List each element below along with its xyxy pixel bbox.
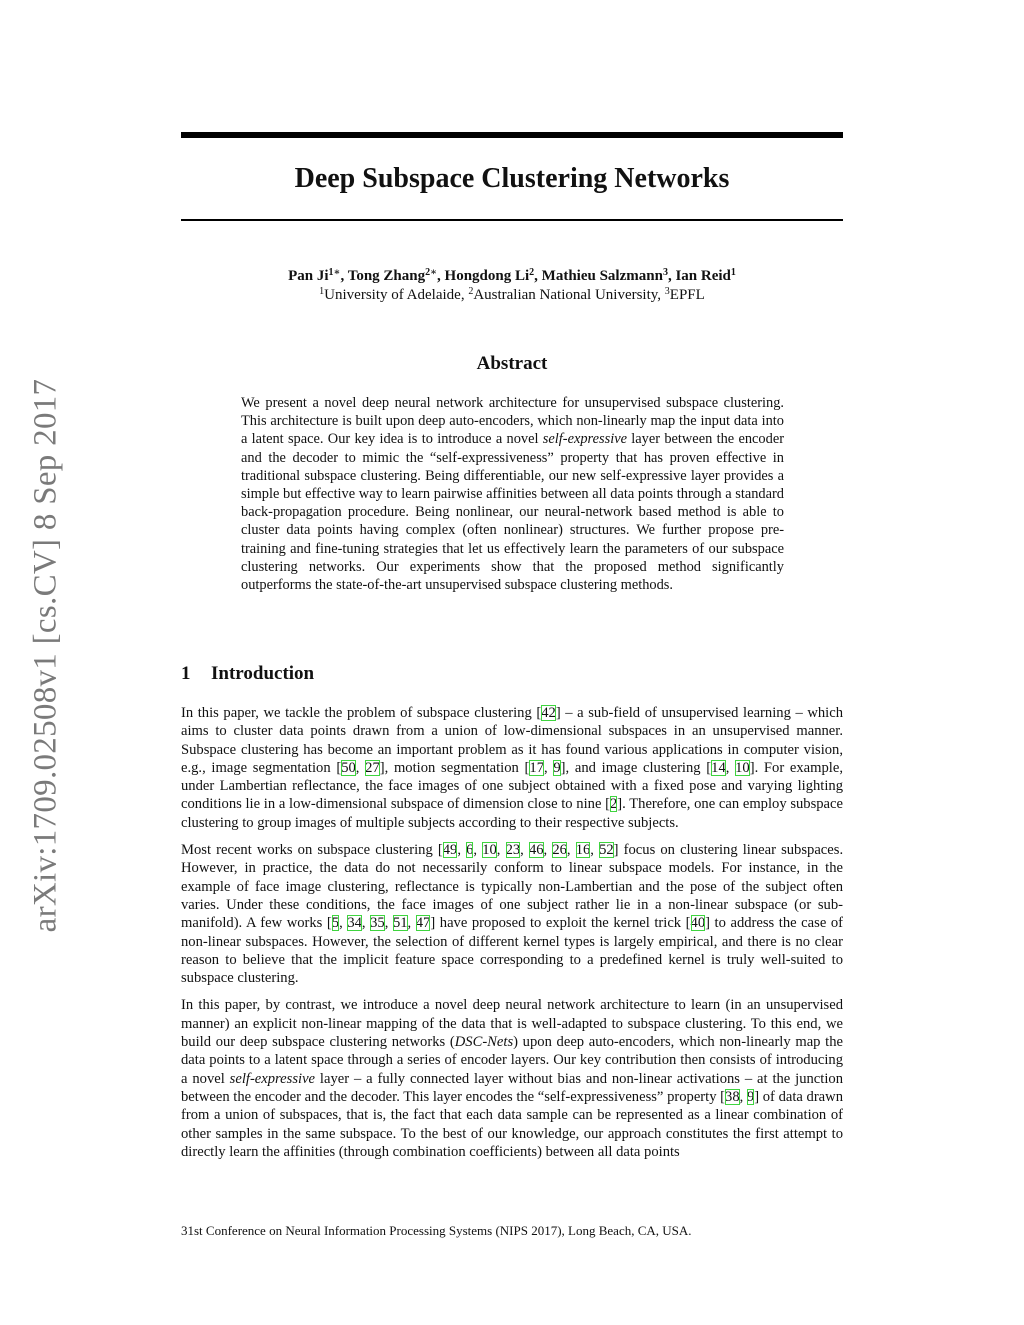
text-run: ], motion segmentation [ xyxy=(379,759,530,776)
text-run: , xyxy=(566,842,576,859)
author-mark: 1∗ xyxy=(328,267,341,278)
text-run: , xyxy=(544,759,554,776)
citation-link[interactable]: 46 xyxy=(528,842,544,859)
citation-link[interactable]: 51 xyxy=(392,915,408,932)
text-run: , xyxy=(407,915,416,932)
arxiv-sidebar xyxy=(24,362,68,948)
citation-link[interactable]: 35 xyxy=(370,915,385,932)
text-run: , xyxy=(355,759,366,776)
author-mark: 2 xyxy=(529,267,535,278)
abstract-heading: Abstract xyxy=(476,353,548,374)
citation-link[interactable]: 49 xyxy=(442,842,458,859)
title-rule-bottom xyxy=(181,219,843,221)
title-rule-top xyxy=(181,132,843,138)
author-mark: 1 xyxy=(730,267,736,278)
citation-link[interactable]: 26 xyxy=(552,842,567,859)
text-run: ] of data drawn from a union of subspaces, that is, the fact that each data sample can be represented as a linear combination of other samples in the same subspace. To the best of our knowledge, our approach constitutes the first attempt to directly learn the affinities (through combination coefficients) between all data points xyxy=(181,1088,843,1160)
text-run: , xyxy=(384,915,393,932)
section-title: Introduction xyxy=(211,663,315,684)
emphasis-text: self-expressive xyxy=(229,1070,316,1087)
text-run: ]. Therefore, one can employ subspace clustering to group images of multiple subjects according to their respective subjects. xyxy=(181,796,843,831)
citation-link[interactable]: 40 xyxy=(690,915,706,932)
text-run: , xyxy=(520,842,529,859)
affiliation-mark: 2 xyxy=(468,286,474,297)
text-run: , xyxy=(543,842,553,859)
text-run: ] have proposed to exploit the kernel trick [ xyxy=(430,915,691,932)
arxiv-stamp: arXiv:1709.02508v1 [cs.CV] 8 Sep 2017 xyxy=(27,378,64,932)
text-run: , xyxy=(473,842,483,859)
author-name: Ian Reid xyxy=(675,268,731,284)
author-mark: 3 xyxy=(662,267,668,278)
author-name: Pan Ji xyxy=(288,268,329,284)
citation-link[interactable]: 27 xyxy=(365,759,380,776)
text-run: layer – a fully connected layer without bias and non-linear activations – at the junction between the encoder and the decoder. This layer encodes the “self-expressiveness” property [ xyxy=(181,1070,843,1105)
paragraph xyxy=(181,841,843,987)
affiliation-name: University of Adelaide xyxy=(324,287,461,303)
affiliation-list: $^1$University of Adelaide, $^2$Australian National University, $^3$EPFL xyxy=(319,286,705,303)
paragraph xyxy=(181,704,843,832)
section-number: 1 xyxy=(181,663,191,684)
text-run: ]. For example, under Lambertian reflectance, the face images of one subject obtained with a fixed pose and varying lighting conditions lie in a low-dimensional subspace of dimension close to nine [ xyxy=(181,759,843,813)
text-run: , xyxy=(457,842,467,859)
text-run: , xyxy=(496,842,506,859)
conference-footnote: 31st Conference on Neural Information Processing Systems (NIPS 2017), Long Beach, CA, USA. xyxy=(181,1223,692,1238)
text-run: , xyxy=(339,915,348,932)
text-run: , xyxy=(590,842,600,859)
affiliation-mark: 3 xyxy=(664,286,670,297)
affiliation-name: Australian National University xyxy=(473,287,658,303)
paper-title: Deep Subspace Clustering Networks xyxy=(294,163,730,194)
affiliation-name: EPFL xyxy=(669,287,705,303)
paragraph xyxy=(181,996,843,1161)
text-run: ], and image clustering [ xyxy=(560,759,712,776)
affiliation-mark: 1 xyxy=(319,286,325,297)
citation-link[interactable]: 10 xyxy=(482,842,497,859)
abstract-body xyxy=(241,394,784,594)
text-run: In this paper, by contrast, we introduce a novel deep neural network architecture to learn (in an unsupervised manner) an explicit non-linear mapping of the data that is well-adapted to subspace clustering. To this end, we build our deep subspace clustering networks ( xyxy=(181,997,843,1051)
citation-link[interactable]: 34 xyxy=(347,915,362,932)
author-name: Hongdong Li xyxy=(444,268,530,284)
author-name: Mathieu Salzmann xyxy=(541,268,663,284)
text-run: , xyxy=(361,915,371,932)
emphasis-text: self-expressive xyxy=(542,431,627,448)
citation-link[interactable]: 9 xyxy=(746,1088,755,1105)
text-run: , xyxy=(739,1088,747,1105)
citation-link[interactable]: 23 xyxy=(505,842,521,859)
text-run: , xyxy=(725,759,736,776)
citation-link[interactable]: 10 xyxy=(735,759,750,776)
section-heading xyxy=(181,662,314,686)
citation-link[interactable]: 38 xyxy=(725,1088,740,1105)
citation-link[interactable]: 47 xyxy=(415,915,431,932)
citation-link[interactable]: 2 xyxy=(610,796,618,813)
emphasis-text: DSC-Nets xyxy=(454,1034,514,1051)
citation-link[interactable]: 17 xyxy=(529,759,544,776)
text-run: layer between the encoder and the decoder to mimic the “self-expressiveness” property that has proven effective in traditional subspace clustering. Being differentiable, our new self-expressive layer provides a simple but effective way to learn pairwise affinities between all data points through a standard back-propagation procedure. Being nonlinear, our neural-network based method is able to cluster data points having complex (often nonlinear) structures. We further propose pre-training and fine-tuning strategies that let us effectively learn the parameters of our subspace clustering networks. Our experiments show that the proposed method significantly outperforms the state-of-the-art unsupervised subspace clustering methods. xyxy=(241,431,784,594)
citation-link[interactable]: 52 xyxy=(599,842,614,859)
text-run: We present a novel deep neural network architecture for unsupervised subspace clustering. This architecture is built upon deep auto-encoders, which non-linearly map the input data into a latent space. Our key idea is to introduce a novel xyxy=(241,395,784,448)
citation-link[interactable]: 50 xyxy=(341,759,356,776)
text-run: ] focus on clustering linear subspaces. However, in practice, the data do not necessarily conform to linear subspace models. For instance, in the example of face image clustering, reflectance is typically non-Lambertian and the pose of the subject often varies. Under these conditions, the face images of one subject rather lie in a non-linear subspace (or sub-manifold). A few works [ xyxy=(181,842,844,932)
text-run: ] to address the case of non-linear subspaces. However, the selection of different kernel types is largely empirical, and there is no clear reason to believe that the implicit feature space corresponding to a predefined kernel is truly well-suited to subspace clustering. xyxy=(181,915,844,987)
text-run: ) upon deep auto-encoders, which non-linearly map the data points to a latent space through a series of encoder layers. Our key contribution then consists of introducing a novel xyxy=(181,1034,844,1087)
citation-link[interactable]: 9 xyxy=(553,759,561,776)
citation-link[interactable]: 42 xyxy=(541,705,556,721)
author-name: Tong Zhang xyxy=(347,268,426,284)
text-run: In this paper, we tackle the problem of subspace clustering [ xyxy=(181,705,542,721)
text-run: ] – a sub-field of unsupervised learning – which aims to cluster data points drawn from a union of low-dimensional subspaces in an unsupervised manner. Subspace clustering has become an important problem as it has found various applications in computer vision, e.g., image segmentation [ xyxy=(181,705,844,776)
citation-link[interactable]: 14 xyxy=(711,759,726,776)
citation-link[interactable]: 6 xyxy=(466,842,474,859)
text-run: Most recent works on subspace clustering [ xyxy=(181,842,443,859)
author-mark: 2∗ xyxy=(425,267,438,278)
author-list: Pan $Ji^{1∗}$, Tong Zhang$^{2∗}$, Hongdong Li$^2$, Mathieu Salzmann$^3$, Ian Reid$^1$ xyxy=(288,267,736,284)
citation-link[interactable]: 5 xyxy=(331,915,340,932)
introduction-body xyxy=(181,704,843,1170)
citation-link[interactable]: 16 xyxy=(575,842,591,859)
